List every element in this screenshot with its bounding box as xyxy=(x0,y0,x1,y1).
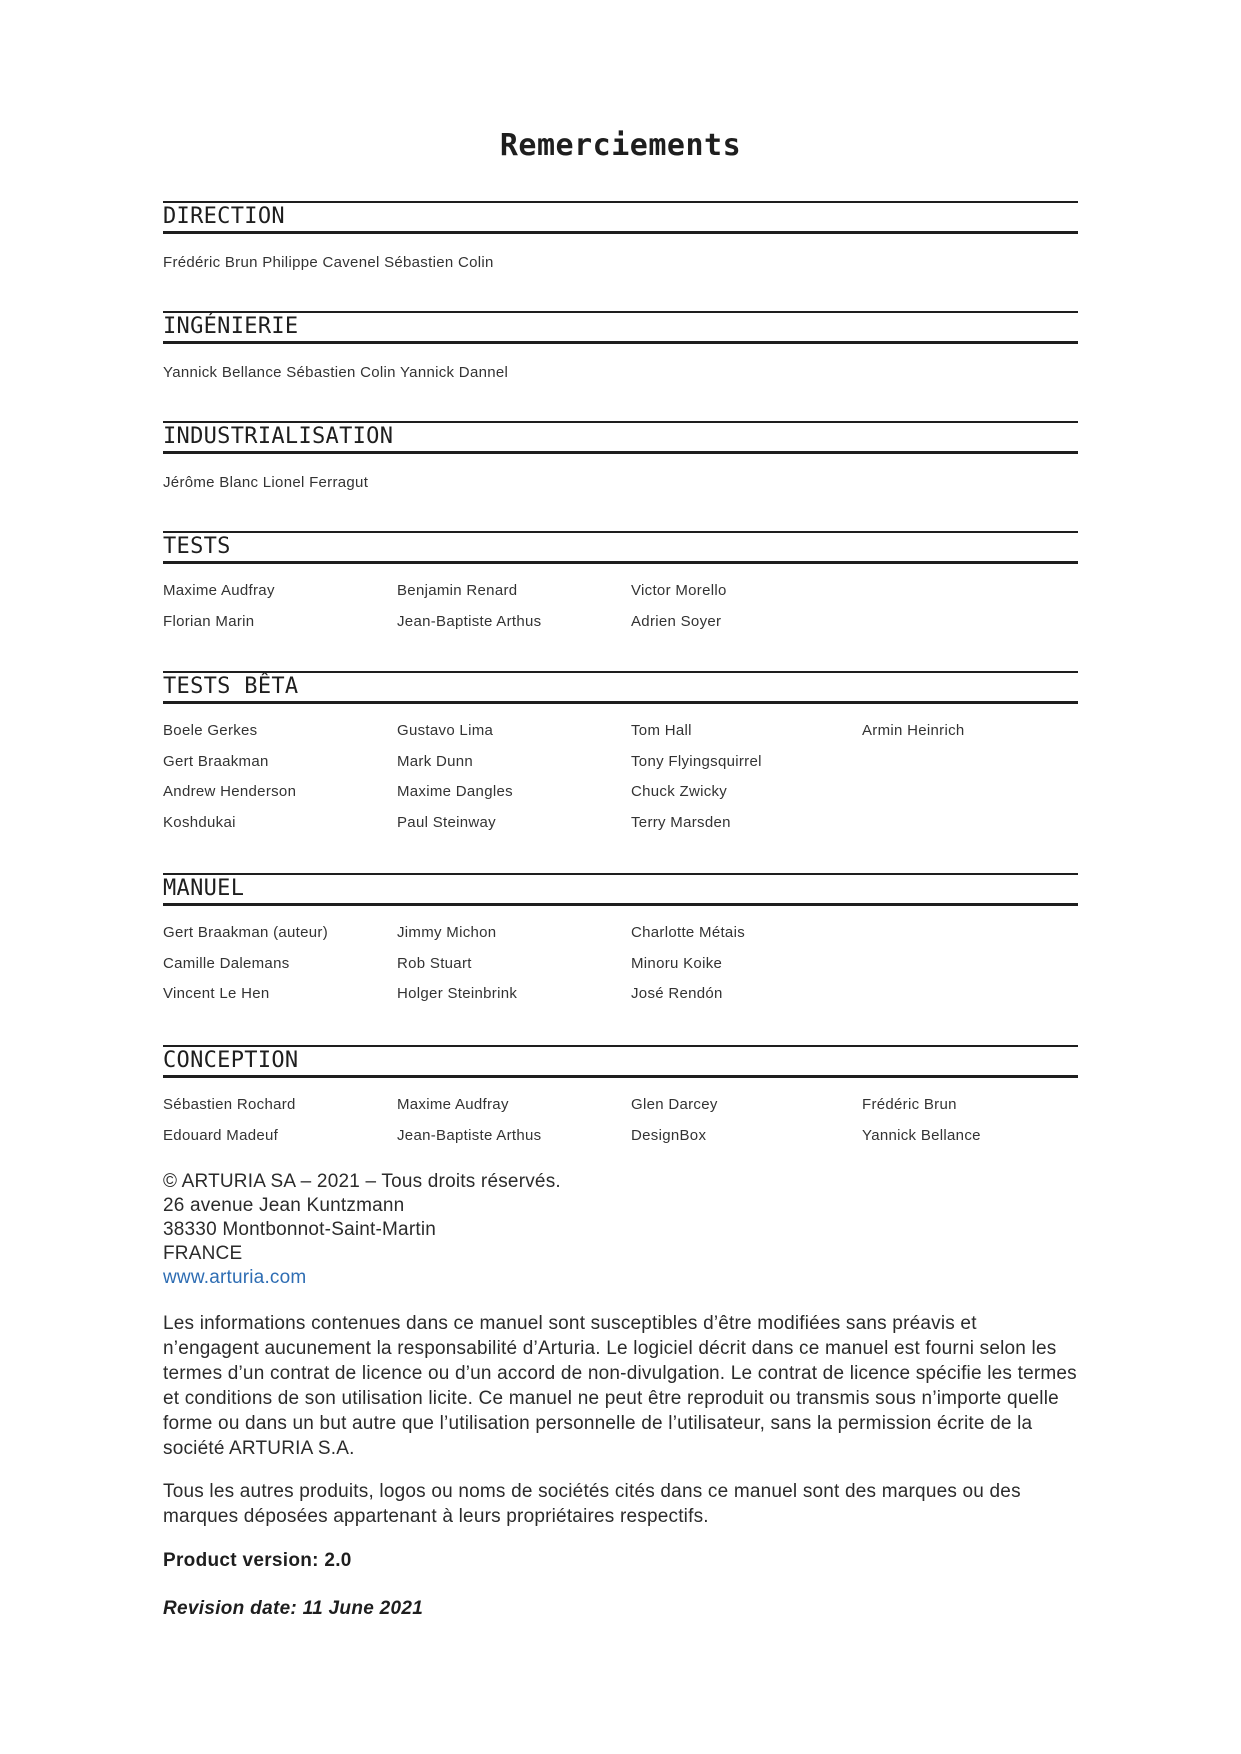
address-street: 26 avenue Jean Kuntzmann xyxy=(163,1195,405,1216)
credit-name: Jimmy Michon xyxy=(397,924,497,941)
section-heading-rule xyxy=(163,873,1078,906)
credit-name: Tom Hall xyxy=(631,722,692,739)
credit-name: Glen Darcey xyxy=(631,1096,718,1113)
credit-name: Rob Stuart xyxy=(397,954,472,972)
credit-name: Adrien Soyer xyxy=(631,612,722,630)
trademark-paragraph: Tous les autres produits, logos ou noms de sociétés cités dans ce manuel sont des marques ou des marques déposées appartenant à leurs propriétaires respectifs. xyxy=(163,1481,1021,1527)
credit-name: Paul Steinway xyxy=(397,813,496,831)
section-names: Yannick Bellance Sébastien Colin Yannick Dannel xyxy=(163,364,509,381)
section-ingenierie xyxy=(163,311,1078,381)
credit-name xyxy=(862,582,1062,613)
section-heading-rule xyxy=(163,201,1078,234)
credit-name: Chuck Zwicky xyxy=(631,783,728,800)
section-tests xyxy=(163,531,1078,643)
credit-name xyxy=(862,814,1062,845)
credit-name: Mark Dunn xyxy=(397,752,474,770)
section-direction xyxy=(163,201,1078,271)
credit-name: Armin Heinrich xyxy=(862,722,965,739)
credit-name: Benjamin Renard xyxy=(397,582,518,599)
credit-name: Sébastien Rochard xyxy=(163,1096,296,1113)
section-manuel xyxy=(163,873,1078,1016)
revision-date: Revision date: 11 June 2021 xyxy=(163,1598,424,1619)
credit-name: Maxime Audfray xyxy=(163,582,275,599)
credit-name: Victor Morello xyxy=(631,582,727,599)
section-heading: INDUSTRIALISATION xyxy=(163,424,394,449)
credit-name: Tony Flyingsquirrel xyxy=(631,752,762,770)
section-heading-rule xyxy=(163,531,1078,564)
address-country: FRANCE xyxy=(163,1243,243,1264)
address-city: 38330 Montbonnot-Saint-Martin xyxy=(163,1219,437,1240)
credit-name: Frédéric Brun xyxy=(862,1096,957,1113)
section-heading-rule xyxy=(163,311,1078,344)
section-names: Jérôme Blanc Lionel Ferragut xyxy=(163,474,369,491)
credit-name xyxy=(862,783,1062,814)
credit-name: Gustavo Lima xyxy=(397,722,494,739)
credit-name: Vincent Le Hen xyxy=(163,985,270,1002)
credit-name: Yannick Bellance xyxy=(862,1126,981,1144)
credit-name: Edouard Madeuf xyxy=(163,1126,279,1144)
disclaimer-paragraph: Les informations contenues dans ce manuel sont susceptibles d’être modifiées sans préavis et n’engagent aucunement la responsabilité d’Arturia. Le logiciel décrit dans ce manuel est fourni selon les termes d’un contrat de licence ou d’un accord de non-divulgation. Le contrat de licence spécifie les termes et conditions de son utilisation licite. Ce manuel ne peut être reproduit ou transmis sous n’importe quelle forme ou dans un but autre que l’utilisation personnelle de l’utilisateur, sans la permission écrite de la société ARTURIA S.A. xyxy=(163,1313,1077,1459)
section-heading-rule xyxy=(163,421,1078,454)
credit-name: Florian Marin xyxy=(163,612,255,630)
address-block xyxy=(163,1170,561,1290)
section-heading: DIRECTION xyxy=(163,204,285,229)
credit-name: José Rendón xyxy=(631,985,723,1002)
credit-name: Camille Dalemans xyxy=(163,954,290,972)
section-heading: INGÉNIERIE xyxy=(163,314,299,339)
credit-name: Holger Steinbrink xyxy=(397,985,518,1002)
credit-name xyxy=(862,613,1062,644)
website-link[interactable]: www.arturia.com xyxy=(163,1267,307,1288)
page-title: Remerciements xyxy=(499,128,742,163)
section-names: Frédéric Brun Philippe Cavenel Sébastien Colin xyxy=(163,254,494,271)
credit-name: Boele Gerkes xyxy=(163,722,258,739)
credit-name: DesignBox xyxy=(631,1126,707,1144)
credit-name: Jean-Baptiste Arthus xyxy=(397,612,542,630)
credit-name: Gert Braakman xyxy=(163,752,269,770)
credit-name xyxy=(862,985,1062,1016)
section-industrialisation xyxy=(163,421,1078,491)
copyright-line: © ARTURIA SA – 2021 – Tous droits réservés. xyxy=(163,1171,561,1192)
section-conception xyxy=(163,1045,1078,1157)
section-heading: TESTS BÊTA xyxy=(163,674,299,699)
credit-name: Terry Marsden xyxy=(631,813,731,831)
credit-name: Koshdukai xyxy=(163,813,236,831)
credit-name xyxy=(862,924,1062,955)
section-heading: TESTS xyxy=(163,534,231,559)
credit-name: Maxime Dangles xyxy=(397,783,513,800)
credit-name: Minoru Koike xyxy=(631,954,723,972)
credit-name xyxy=(862,955,1062,986)
section-heading-rule xyxy=(163,671,1078,704)
section-tests-beta xyxy=(163,671,1078,844)
section-heading-rule xyxy=(163,1045,1078,1078)
section-heading: CONCEPTION xyxy=(163,1048,299,1073)
credit-name: Jean-Baptiste Arthus xyxy=(397,1126,542,1144)
credit-name: Andrew Henderson xyxy=(163,783,297,800)
section-heading: MANUEL xyxy=(163,876,245,901)
credit-name: Maxime Audfray xyxy=(397,1096,509,1113)
credit-name: Charlotte Métais xyxy=(631,924,746,941)
credit-name xyxy=(862,753,1062,784)
product-version: Product version: 2.0 xyxy=(163,1550,352,1571)
credit-name: Gert Braakman (auteur) xyxy=(163,924,328,941)
